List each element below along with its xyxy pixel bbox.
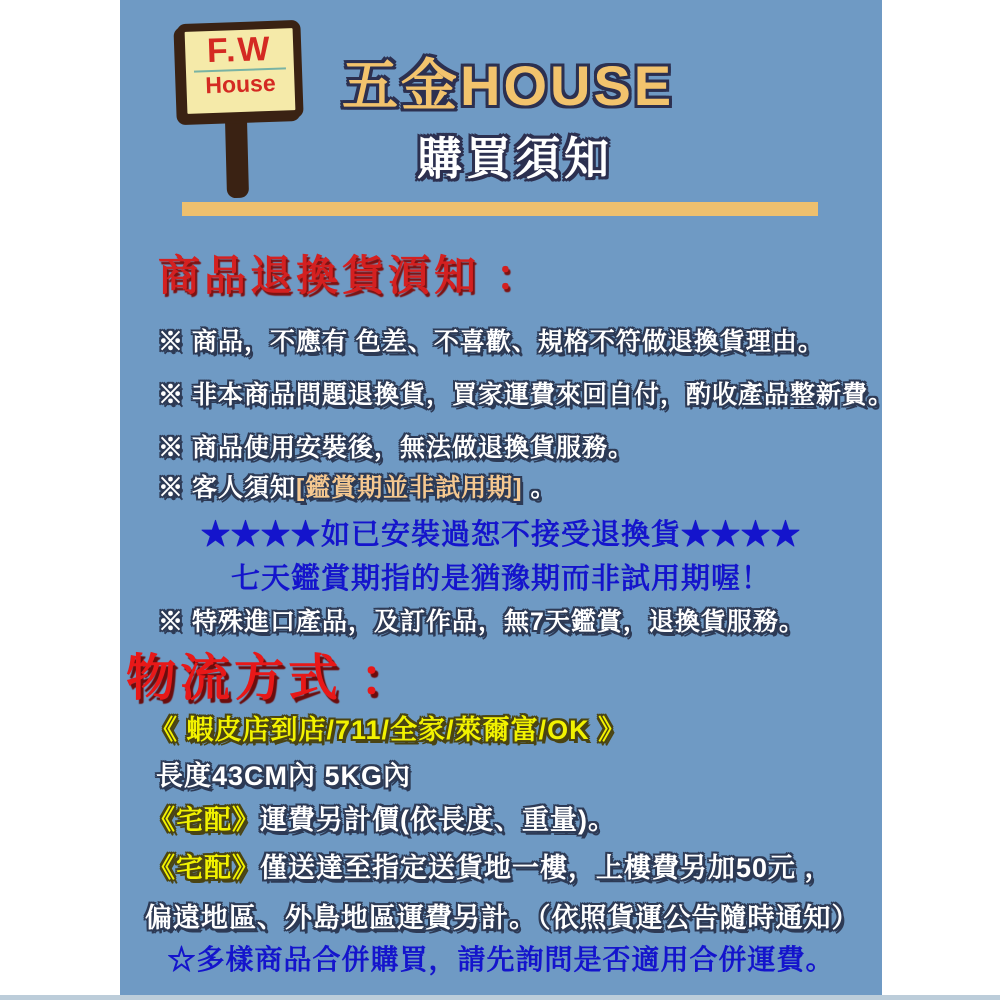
store-title: 五金HOUSE bbox=[342, 54, 675, 117]
page-title: 購買須知 bbox=[416, 133, 613, 184]
sign-stick bbox=[225, 118, 249, 199]
home-delivery-1-tag: 《宅配》 bbox=[148, 805, 260, 835]
customer-note-highlight: [鑑賞期並非試用期] bbox=[295, 474, 523, 502]
warning-line-2: 七天鑑賞期指的是猶豫期而非試用期喔！ bbox=[230, 563, 771, 595]
home-delivery-1 bbox=[148, 798, 616, 837]
customer-note-prefix: ※ 客人須知 bbox=[158, 474, 296, 502]
home-delivery-2-text: 僅送達至指定送貨地一樓，上樓費另加50元 ， bbox=[260, 853, 833, 883]
logo-text-house: House bbox=[204, 69, 277, 99]
store-pickup-options: 《 蝦皮店到店/711/全家/萊爾富/OK 》 bbox=[150, 715, 627, 745]
bottom-edge-strip bbox=[0, 995, 1000, 1000]
sign-board bbox=[176, 20, 303, 122]
home-delivery-1-text: 運費另計價(依長度、重量)。 bbox=[260, 805, 616, 835]
header-divider bbox=[182, 202, 818, 216]
combine-shipping-note: ☆多樣商品合併購買，請先詢問是否適用合併運費。 bbox=[167, 945, 835, 976]
home-delivery-2 bbox=[148, 846, 833, 885]
warning-line-1: ★★★★如已安裝過恕不接受退換貨★★★★ bbox=[200, 519, 801, 551]
remote-area-note: 偏遠地區、外島地區運費另計。（依照貨運公告隨時通知） bbox=[145, 903, 860, 933]
store-sign-icon bbox=[176, 16, 316, 191]
return-section-heading: 商品退換貨湏知 ： bbox=[158, 252, 542, 299]
return-item-2: ※ 非本商品問題退換貨，買家運費來回自付，酌收產品整新費。 bbox=[158, 381, 894, 409]
shipping-section-heading: 物流方式 ： bbox=[126, 650, 414, 706]
return-item-special: ※ 特殊進口產品，及訂作品，無7天鑑賞，退換貨服務。 bbox=[158, 608, 805, 636]
logo-text-fw: F.W bbox=[206, 29, 273, 71]
size-limit: 長度43CM內 5KG內 bbox=[156, 761, 412, 791]
return-item-1: ※ 商品，不應有 色差、不喜歡、規格不符做退換貨理由。 bbox=[158, 328, 824, 356]
customer-note bbox=[158, 468, 557, 504]
home-delivery-2-tag: 《宅配》 bbox=[148, 853, 260, 883]
return-item-3: ※ 商品使用安裝後，無法做退換貨服務。 bbox=[158, 434, 634, 462]
customer-note-suffix: 。 bbox=[522, 474, 557, 502]
